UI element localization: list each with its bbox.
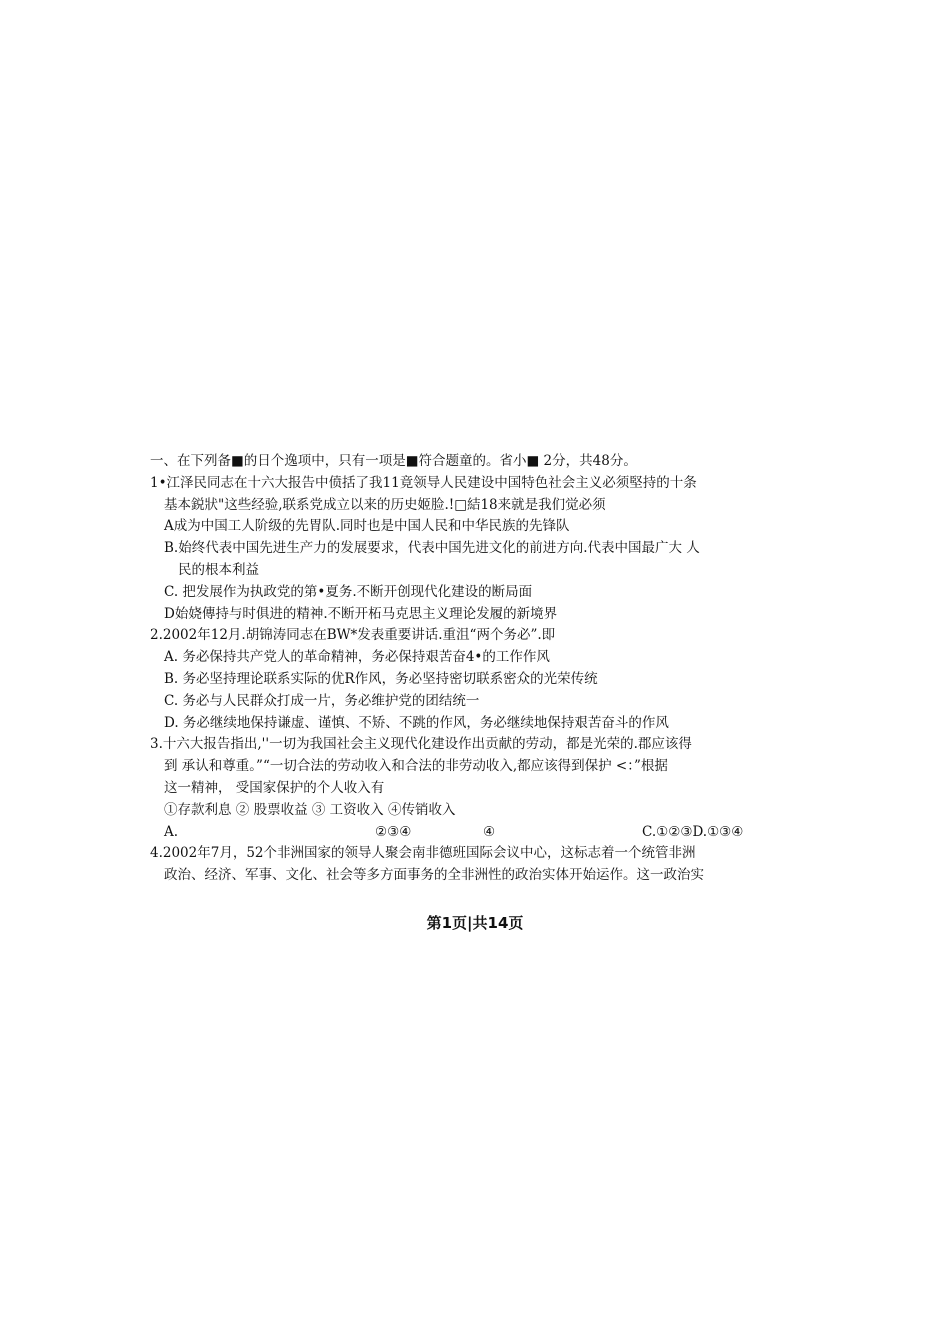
q3-stem-line-3: 这一精神， 受国家保护的个人收入有 [164,779,385,796]
q1-stem-line-2: 基本鋭狀"这些经验,联系党成立以来的历史姬脸.!□結18来就是我们觉必须 [164,496,606,513]
q3-items: ①存款利息 ② 股票收益 ③ 工资收入 ④传销收入 [164,801,456,818]
q3-answer-b-extra: ④ [483,823,496,840]
q1-option-d: D始娆傳持与时俱进的精神.不断开柘马克思主义理论发履的新境界 [164,605,558,622]
q1-option-b-line-1: B.始终代表中国先进生产力的发展要求，代表中国先进文化的前进方向.代表中国最广大 人 [164,540,700,557]
section-heading: 一、在下列备■的日个逸项中，只有一项是■符合题童的。省小■ 2分，共48分。 [150,453,637,469]
q1-option-a: A成为中国工人阶级的先胃队.同时也是中国人民和中华民族的先锋队 [164,518,570,535]
q3-stem-line-1: 3.十六大报告指出,''一切为我国社会主义现代化建设作出贡献的劳动，都是光荣的.郡应该得 [150,736,692,753]
question-4 [150,843,800,887]
page-indicator: 第1页|共14页 [426,914,524,932]
question-1 [150,473,800,626]
q1-option-b-line-2: 民的根本利益 [178,561,259,578]
question-3 [150,734,800,843]
q2-option-b: B. 务必坚持理论联系实际的优R作风，务必坚持密切联系密众的光荣传统 [164,670,598,687]
q2-option-c: C. 务必与人民群众打成一片，务必维护党的团结统一 [164,692,480,709]
q3-answer-b: ②③④ [375,823,412,840]
q3-answer-row [150,822,800,844]
q2-stem: 2.2002年12月.胡锦涛同志在BW*发表重要讲话.重沮“两个务必”.即 [150,627,556,644]
q1-option-c: C. 把发展作为执政党的第•夏务.不断开创现代化建设的断局面 [164,583,533,600]
q3-answer-a: A. [164,823,179,840]
q3-stem-line-2: 到 承认和尊重。”“一切合法的劳动收入和合法的非劳动收入,都应该得到保护 <：”根据 [164,758,668,775]
q3-answer-cd: C.①②③D.①③④ [642,823,744,840]
question-2 [150,625,800,734]
exam-content [150,451,800,887]
q2-option-d: D. 务必继续地保持谦虚、谨慎、不矫、不跳的作风，务必继续地保持艰苦奋斗的作风 [164,714,669,731]
q4-stem-line-1: 4.2002年7月，52个非洲国家的领导人聚会南非德班国际会议中心，这标志着一个统管非洲 [150,845,696,862]
q4-stem-line-2: 政治、经济、军事、文化、社会等多方面事务的全非洲性的政治实体开始运作。这一政治实 [164,867,704,884]
q2-option-a: A. 务必保持共产党人的革命精神，务必保持艰苦奋4•的工作作风 [164,649,550,666]
q1-stem-line-1: 1•江泽民同志在十六大报告中偾括了我11竟领导人民建设中国特色社会主义必须堅持的十条 [150,474,697,491]
